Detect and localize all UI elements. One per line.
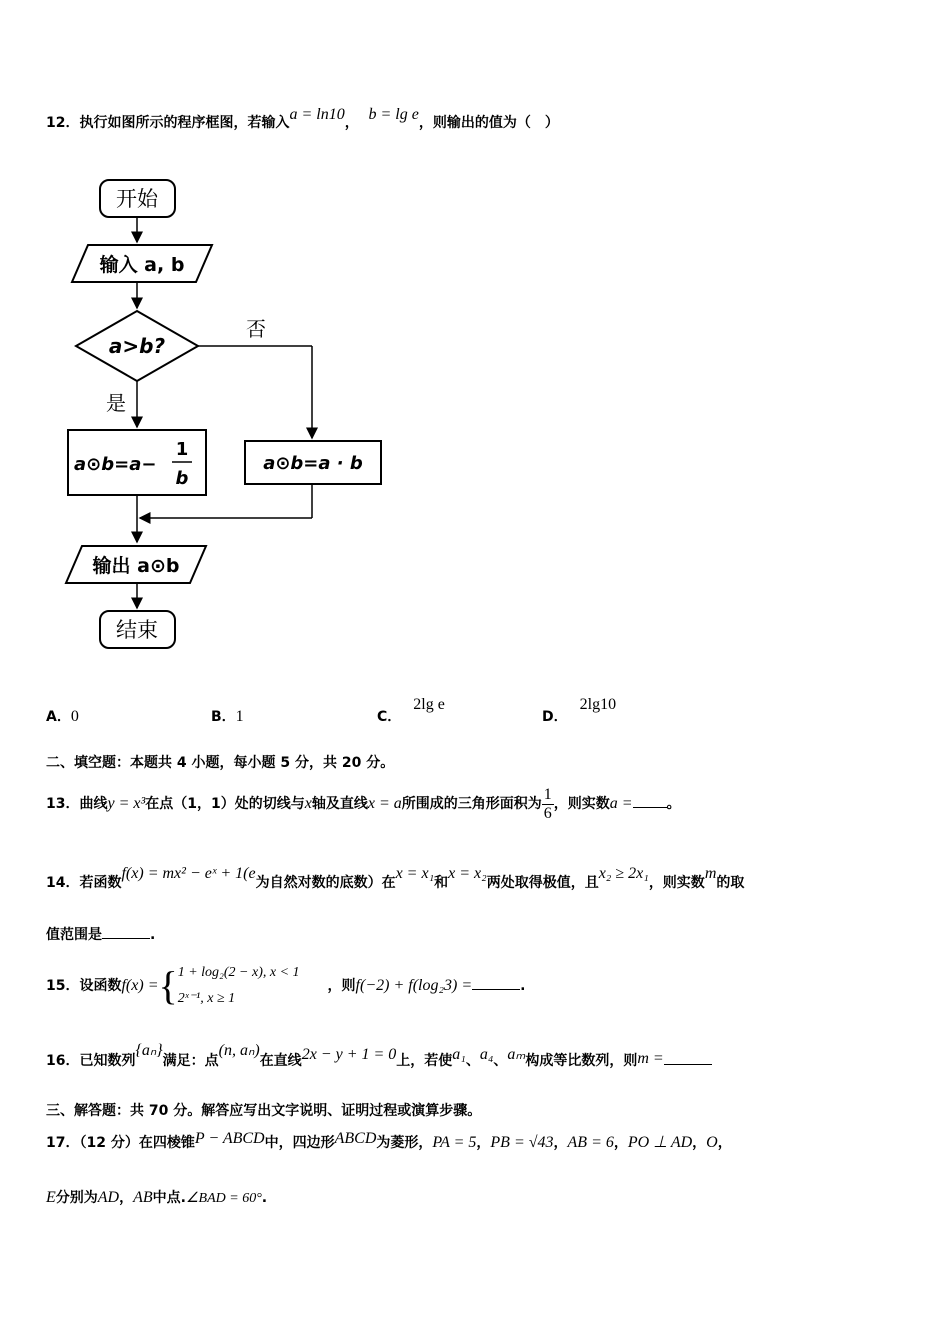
q14-p6: 的取 <box>716 875 745 891</box>
option-a-value: 0 <box>70 708 79 725</box>
question-17 <box>46 1132 732 1152</box>
q14-x2: x = x₂ <box>448 865 487 882</box>
q17-ab-mid: AB <box>133 1189 153 1206</box>
q13-p2: 在点（1，1）处的切线与 <box>145 796 305 812</box>
q15-p2: ，则 <box>327 978 356 994</box>
q16-line: 2x − y + 1 = 0 <box>301 1046 397 1063</box>
q17-p4: 分别为 <box>55 1190 98 1206</box>
q16-p3: 在直线 <box>259 1053 302 1069</box>
q13-p4: 所围成的三角形面积为 <box>401 796 542 812</box>
q13-area-fraction <box>542 786 554 823</box>
q13-curve: y = x³ <box>107 795 146 812</box>
q17-po: PO ⊥ AD <box>627 1134 693 1151</box>
q16-p5: 构成等比数列，则 <box>525 1053 638 1069</box>
option-d-label: D． <box>542 709 568 725</box>
q13-area-num: 1 <box>543 785 552 803</box>
q17-angle: ∠BAD = 60° <box>185 1191 262 1206</box>
flow-no-box-text: a⊙b=a · b <box>263 453 363 474</box>
q17-c1: ， <box>476 1135 491 1151</box>
question-12 <box>46 106 559 132</box>
flow-end-text: 结束 <box>116 618 158 642</box>
q14-answer-blank <box>102 938 150 939</box>
flow-input-text: 输入 a, b <box>99 254 185 276</box>
option-d-value: 2lg10 <box>579 696 617 713</box>
q17-o: O <box>706 1134 718 1151</box>
q16-sep1: 、 <box>465 1053 480 1069</box>
q17-e: E <box>46 1189 56 1206</box>
option-b <box>211 706 244 726</box>
q16-seq: {aₙ} <box>135 1042 163 1059</box>
q13-x: x <box>304 795 312 812</box>
q15-case1: 1 + log₂(2 − x), x < 1 <box>177 965 300 980</box>
q16-sep2: 、 <box>493 1053 508 1069</box>
flowchart <box>60 170 400 660</box>
q17-p3: 为菱形， <box>376 1135 433 1151</box>
q15-piecewise <box>178 960 300 1012</box>
option-c-value: 2lg e <box>413 696 445 713</box>
q13-p6: 。 <box>666 796 681 812</box>
q12-comma: ， <box>344 115 359 131</box>
q13-p1: 13．曲线 <box>46 796 108 812</box>
q13-p3: 轴及直线 <box>311 796 368 812</box>
q17-end: . <box>261 1190 268 1206</box>
q13-answer-blank <box>633 807 667 808</box>
q14-func: f(x) = mx² − eˣ + 1(e <box>121 865 256 882</box>
q16-am: aₘ <box>507 1046 526 1063</box>
flow-yes-box-text: a⊙b=a− <box>74 454 157 475</box>
flow-yes-label: 是 <box>106 391 126 415</box>
q15-p1: 15．设函数 <box>46 978 122 994</box>
question-13 <box>46 780 681 828</box>
q14-end: . <box>150 927 156 943</box>
flow-yes-box-den: b <box>175 468 189 489</box>
q16-p1: 16．已知数列 <box>46 1053 136 1069</box>
option-a-label: A． <box>46 709 71 725</box>
flow-yes-box-num: 1 <box>175 439 189 460</box>
q17-c5: ， <box>717 1135 732 1151</box>
q15-fx: f(x) = <box>121 977 159 994</box>
q16-p4: 上，若使 <box>396 1053 453 1069</box>
flow-decision-text: a>b? <box>108 334 166 358</box>
q15-expr: f(−2) + f(log₂3) = <box>355 977 473 994</box>
q12-suffix: ，则输出的值为（ ） <box>418 115 559 131</box>
q17-pyramid: P − ABCD <box>194 1130 265 1147</box>
q17-p2: 中，四边形 <box>264 1135 335 1151</box>
q16-p2: 满足：点 <box>162 1053 219 1069</box>
q15-answer-blank <box>472 989 520 990</box>
q17-p1: 17．（12 分）在四棱锥 <box>46 1135 195 1151</box>
q14-x1: x = x₁ <box>395 865 435 882</box>
q17-quad: ABCD <box>334 1130 377 1147</box>
q17-ab: AB = 6 <box>567 1134 614 1151</box>
q17-c2: ， <box>553 1135 568 1151</box>
q14-line2: 值范围是 <box>46 927 102 943</box>
question-17-line-2 <box>46 1187 267 1207</box>
option-c <box>377 696 445 726</box>
q14-p1: 14．若函数 <box>46 875 122 891</box>
q16-a4: a₄ <box>479 1046 494 1063</box>
q14-m: m <box>704 865 717 882</box>
q15-brace: { <box>158 963 178 1008</box>
question-14-line-2 <box>46 924 155 944</box>
option-c-label: C． <box>377 709 402 725</box>
q15-case2: 2ˣ⁻¹, x ≥ 1 <box>177 991 236 1006</box>
q13-p5: ，则实数 <box>553 796 610 812</box>
q16-answer-blank <box>664 1064 712 1065</box>
q12-a-expr: a = ln10 <box>289 106 345 123</box>
option-d <box>542 696 617 726</box>
question-16 <box>46 1042 712 1070</box>
q14-p2: 为自然对数的底数）在 <box>255 875 396 891</box>
q17-pa: PA = 5 <box>432 1134 477 1151</box>
q16-a1: a₁ <box>452 1046 466 1063</box>
option-b-value: 1 <box>235 708 244 725</box>
q17-c4: ， <box>692 1135 707 1151</box>
q12-prefix: 12．执行如图所示的程序框图，若输入 <box>46 115 290 131</box>
option-a <box>46 706 79 726</box>
q16-m-eq: m = <box>637 1050 664 1067</box>
q17-pb: PB = √43 <box>490 1134 554 1151</box>
q17-c3: ， <box>613 1135 628 1151</box>
flow-start-text: 开始 <box>116 187 158 211</box>
q17-c6: ， <box>119 1190 134 1206</box>
section-3-heading: 三、解答题：共 70 分。解答应写出文字说明、证明过程或演算步骤。 <box>46 1103 482 1119</box>
flow-no-label: 否 <box>246 317 266 341</box>
flow-output-text: 输出 a⊙b <box>92 555 180 577</box>
q17-p5: 中点. <box>152 1190 186 1206</box>
section-2-heading: 二、填空题：本题共 4 小题，每小题 5 分，共 20 分。 <box>46 755 395 771</box>
question-15 <box>46 956 525 1016</box>
q17-ad: AD <box>97 1189 120 1206</box>
q13-line: x = a <box>367 795 402 812</box>
option-b-label: B． <box>211 709 236 725</box>
q12-b-expr: b = lg e <box>368 106 419 123</box>
q13-area-den: 6 <box>543 804 552 822</box>
q13-a-eq: a = <box>609 795 633 812</box>
q15-end: . <box>520 978 526 994</box>
q14-ineq: x₂ ≥ 2x₁ <box>598 865 649 882</box>
q16-point: (n, aₙ) <box>218 1042 260 1059</box>
q14-p4: 两处取得极值，且 <box>486 875 599 891</box>
question-14 <box>46 865 745 892</box>
q14-p3: 和 <box>434 875 449 891</box>
q14-p5: ，则实数 <box>648 875 705 891</box>
